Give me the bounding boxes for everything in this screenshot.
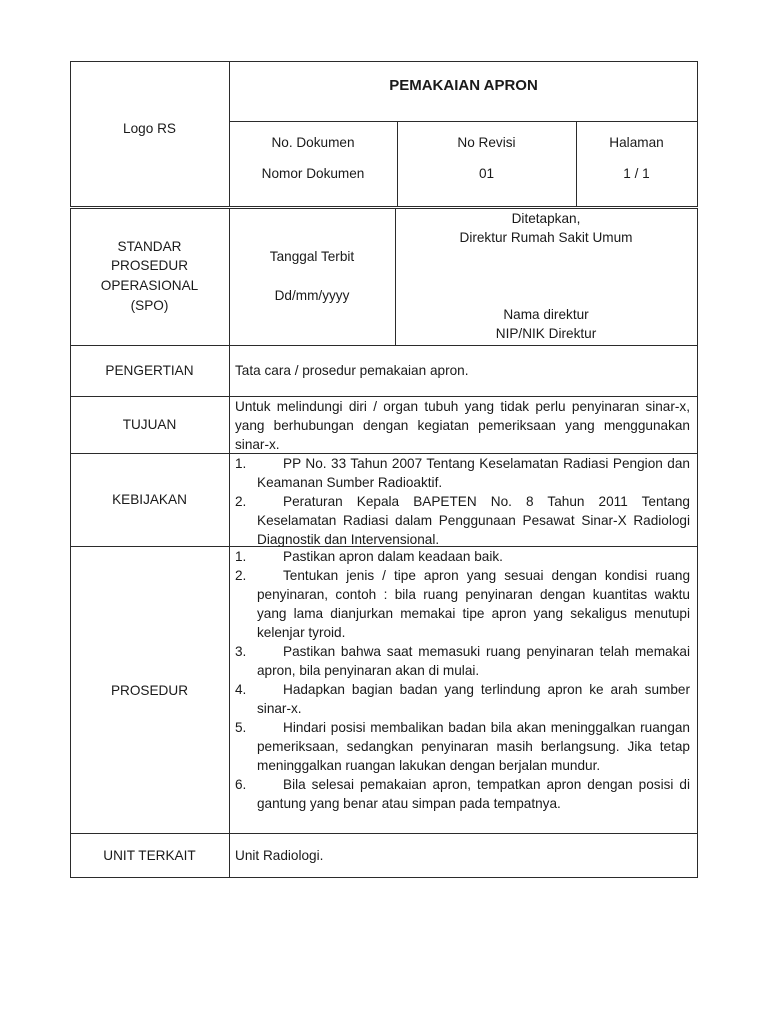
- row-divider-prosedur: [70, 833, 698, 834]
- prosedur-list: [235, 547, 690, 813]
- pengertian-label: PENGERTIAN: [105, 363, 194, 378]
- tujuan-label: TUJUAN: [122, 417, 177, 432]
- page-label: Halaman: [609, 135, 664, 150]
- approval-line-1: Ditetapkan,: [511, 211, 581, 226]
- doc-number-value: Nomor Dokumen: [261, 166, 365, 181]
- list-item-number: 2.: [235, 568, 247, 583]
- tujuan-text: Untuk melindungi diri / organ tubuh yang tidak perlu penyinaran sinar-x, yang berhubungan dengan kegiatan pemeriksaan yang menggunakan sinar-x.: [235, 399, 690, 452]
- kebijakan-list: [235, 454, 690, 549]
- list-item-number: 1.: [235, 456, 247, 471]
- logo-placeholder: Logo RS: [123, 121, 176, 136]
- revision-value: 01: [478, 166, 495, 181]
- table-label-divider: [229, 208, 230, 878]
- list-item-number: 1.: [235, 549, 247, 564]
- list-item-number: 4.: [235, 682, 247, 697]
- unit-terkait-text: Unit Radiologi.: [235, 848, 324, 863]
- unit-terkait-label: UNIT TERKAIT: [103, 848, 196, 863]
- list-item: [235, 642, 690, 680]
- list-item-text: Peraturan Kepala BAPETEN No. 8 Tahun 2011 Tentang Keselamatan Radiasi dalam Penggunaan Pesawat Sinar-X Radiologi Diagnostik dan Intervensional.: [257, 494, 690, 547]
- spo-label-line-4: (SPO): [130, 298, 169, 313]
- list-item-text: Bila selesai pemakaian apron, tempatkan apron dengan posisi di gantung yang benar atau simpan pada tempatnya.: [257, 777, 690, 811]
- spo-label-line-2: PROSEDUR: [110, 258, 189, 273]
- issue-date-value: Dd/mm/yyyy: [274, 288, 350, 303]
- header-title-divider: [229, 121, 698, 122]
- page-value: 1 / 1: [623, 166, 650, 181]
- list-item: [235, 680, 690, 718]
- document-title: PEMAKAIAN APRON: [389, 77, 538, 94]
- list-item-number: 2.: [235, 494, 247, 509]
- list-item-number: 3.: [235, 644, 247, 659]
- list-item: [235, 718, 690, 775]
- list-item: [235, 547, 690, 566]
- list-item-text: Hindari posisi membalikan badan bila akan meninggalkan ruangan pemeriksaan, sedangkan penyinaran masih berlangsung. Jika tetap meninggalkan ruangan lakukan dengan berjalan mundur.: [257, 720, 690, 773]
- list-item-text: PP No. 33 Tahun 2007 Tentang Keselamatan Radiasi Pengion dan Keamanan Sumber Radioaktif.: [257, 456, 690, 490]
- kebijakan-label: KEBIJAKAN: [112, 492, 187, 507]
- director-name: Nama direktur: [503, 307, 589, 322]
- issue-date-label: Tanggal Terbit: [269, 249, 355, 264]
- list-item: [235, 566, 690, 642]
- list-item-text: Pastikan bahwa saat memasuki ruang penyinaran telah memakai apron, bila penyinaran akan di mulai.: [257, 644, 690, 678]
- list-item: [235, 775, 690, 813]
- doc-number-label: No. Dokumen: [271, 135, 355, 150]
- spo-label-line-1: STANDAR: [117, 239, 182, 254]
- list-item-number: 6.: [235, 777, 247, 792]
- list-item-text: Tentukan jenis / tipe apron yang sesuai dengan kondisi ruang penyinaran, contoh : bila ruang penyinaran dengan kuantitas waktu yang lama dianjurkan memakai tipe apron yang sekaligus menutupi kelenjar tyroid.: [257, 568, 690, 640]
- header-bottom-border: [70, 206, 698, 207]
- list-item: [235, 454, 690, 492]
- header-top-border: [70, 61, 698, 62]
- table-right-border: [697, 208, 698, 878]
- prosedur-label: PROSEDUR: [110, 683, 189, 698]
- spo-label-line-3: OPERASIONAL: [100, 278, 199, 293]
- table-bottom-border: [70, 877, 698, 878]
- list-item-text: Pastikan apron dalam keadaan baik.: [283, 549, 503, 564]
- list-item: [235, 492, 690, 549]
- approval-line-2: Direktur Rumah Sakit Umum: [459, 230, 633, 245]
- revision-label: No Revisi: [457, 135, 516, 150]
- list-item-number: 5.: [235, 720, 247, 735]
- pengertian-text: Tata cara / prosedur pemakaian apron.: [235, 363, 469, 378]
- row-divider-spo: [70, 345, 698, 346]
- list-item-text: Hadapkan bagian badan yang terlindung apron ke arah sumber sinar-x.: [257, 682, 690, 716]
- director-id: NIP/NIK Direktur: [495, 326, 597, 341]
